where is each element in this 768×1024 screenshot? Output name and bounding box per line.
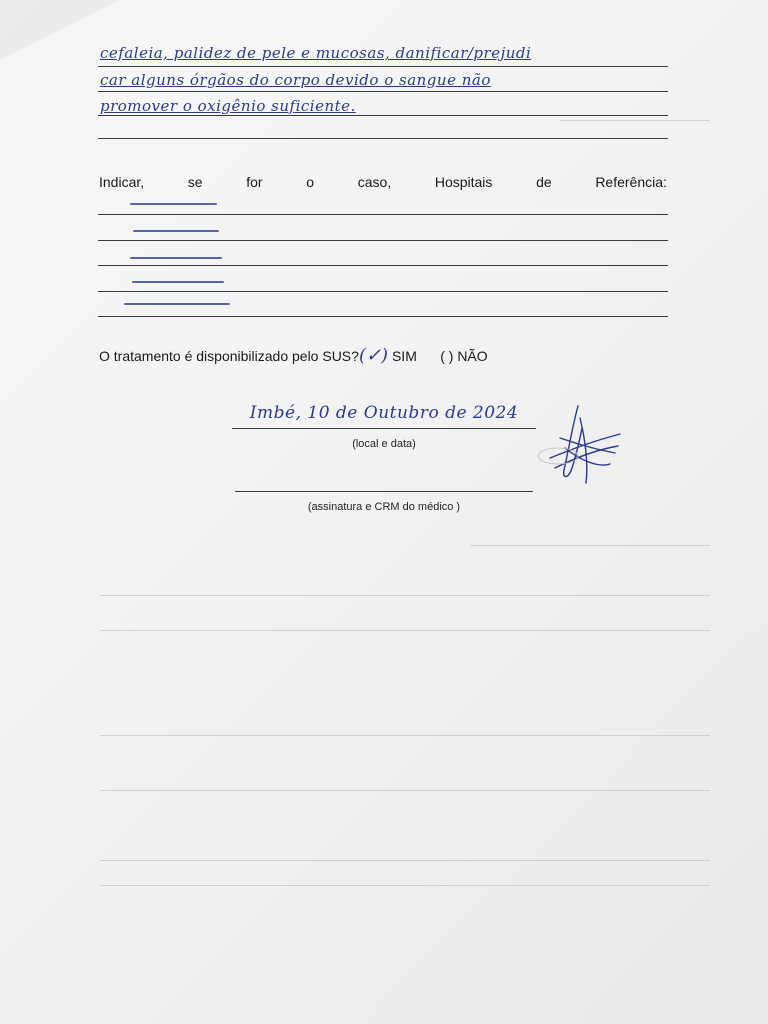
form-rule <box>98 291 668 292</box>
reference-word: Referência: <box>595 174 667 190</box>
bleed-through-line <box>100 860 710 861</box>
diagnosis-line-3: promover o oxigênio suficiente. <box>100 97 356 115</box>
reference-word: o <box>306 174 315 190</box>
form-rule <box>98 265 668 266</box>
sus-question <box>99 345 488 366</box>
reference-word: de <box>536 174 552 190</box>
date-rule <box>232 428 536 429</box>
handwritten-dash <box>124 303 230 305</box>
form-rule <box>98 214 668 215</box>
form-rule <box>98 240 668 241</box>
handwritten-dash <box>130 203 217 205</box>
bleed-through-line <box>100 885 710 886</box>
reference-word: se <box>187 174 203 190</box>
bleed-through-line <box>100 630 710 631</box>
diagnosis-line-1: cefaleia, palidez de pele e mucosas, danificar/prejudi <box>100 44 532 62</box>
handwritten-dash <box>132 281 224 283</box>
form-rule <box>98 91 668 92</box>
form-rule <box>98 316 668 317</box>
bleed-through-line <box>100 735 710 736</box>
reference-word: for <box>246 174 263 190</box>
reference-word: Indicar, <box>99 174 145 190</box>
sus-no-label: NÃO <box>457 348 488 364</box>
sus-yes-checkbox[interactable]: (✓) <box>358 345 389 366</box>
bleed-through-line <box>470 545 710 546</box>
handwritten-date: Imbé, 10 de Outubro de 2024 <box>249 403 519 423</box>
date-caption: (local e data) <box>352 438 416 450</box>
reference-word: Hospitais <box>434 174 493 190</box>
sus-no-checkbox[interactable]: ( ) <box>440 348 454 364</box>
form-rule <box>98 115 668 116</box>
date-field <box>232 403 536 423</box>
sus-question-text: O tratamento é disponibilizado pelo SUS? <box>99 348 359 364</box>
bleed-through-line <box>560 120 710 121</box>
reference-word: caso, <box>357 174 392 190</box>
handwritten-dash <box>130 257 222 259</box>
signature-mark <box>520 398 640 493</box>
reference-hospitals-label <box>99 174 667 190</box>
bleed-through-line <box>100 595 710 596</box>
form-rule <box>98 66 668 67</box>
handwritten-dash <box>133 230 219 232</box>
form-rule <box>98 138 668 139</box>
signature-rule <box>235 491 533 492</box>
diagnosis-line-2: car alguns órgãos do corpo devido o sangue não <box>100 71 491 89</box>
sus-yes-label: SIM <box>391 348 417 364</box>
signature-caption: (assinatura e CRM do médico ) <box>307 501 461 513</box>
bleed-through-line <box>100 790 710 791</box>
